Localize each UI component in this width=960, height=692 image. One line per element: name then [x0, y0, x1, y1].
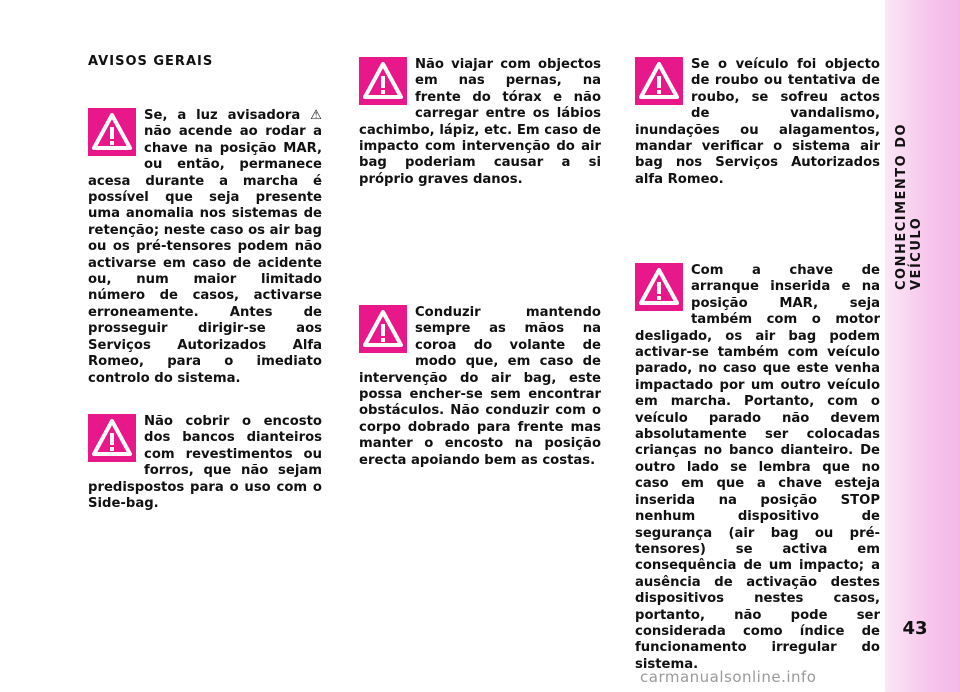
notice-text: Não viajar com objectos em nas pernas, na frente do tórax e não carregar entre os lábios cachimbo, lápiz, etc. Em caso de impacto com intervenção do air bag poderiam causar a si próprio graves danos. [359, 57, 601, 187]
notice-text: Conduzir mantendo sempre as mãos na coroa do volante de modo que, em caso de intervenção do air bag, este possa encher-se sem encontrar obstáculos. Não conduzir com o corpo dobrado para frente mas manter o encosto na posição erecta apoiando bem as costas. [359, 305, 601, 468]
watermark: carmanualsonline.info [640, 668, 817, 686]
warning-notice [359, 57, 601, 188]
warning-triangle-icon [635, 57, 683, 105]
section-title: CONHECIMENTO DO VEÍCULO [894, 122, 924, 290]
notice-text: Se o veículo foi objecto de roubo ou tentativa de roubo, se sofreu actos de vandalismo, inundações ou alagamentos, mandar verificar o sistema air bag nos Serviços Autorizados alfa Romeo. [635, 57, 880, 187]
warning-notice [88, 108, 322, 387]
page-number: 43 [902, 618, 928, 639]
notice-text: Não cobrir o encosto dos bancos dianteiros com revestimentos ou forros, que não sejam predispostos para o uso com o Side-bag. [88, 414, 322, 512]
warning-notice [359, 305, 601, 469]
warning-triangle-icon [359, 305, 407, 353]
notice-text: Se, a luz avisadora ⚠ não acende ao rodar a chave na posição MAR, ou então, permanece acesa durante a marcha é possível que seja presente uma anomalia nos sistemas de retenção; neste caso os air bag ou os pré-tensores podem não activarse em caso de acidente ou, num maior limitado número de casos, activarse erroneamente. Antes de prosseguir dirigir-se aos Serviços Autorizados Alfa Romeo, para o imediato controlo do sistema. [88, 108, 322, 386]
warning-notice [88, 414, 322, 512]
warning-triangle-icon [88, 108, 136, 156]
warning-notice [635, 57, 880, 188]
warning-triangle-icon [88, 414, 136, 462]
warning-notice [635, 263, 880, 673]
notice-text: Com a chave de arranque inserida e na posição MAR, seja também com o motor desligado, os air bag podem activar-se também com veículo parado, no caso que este venha impactado por um outro veículo em marcha. Portanto, com o veículo parado não devem absolutamente ser colocadas crianças no banco dianteiro. De outro lado se lembra que no caso em que a chave esteja inserida na posição STOP nenhum dispositivo de segurança (air bag ou pré-tensores) se activa em consequência de um impacto; a ausência de activação destes dispositivos nestes casos, portanto, não pode ser considerada como índice de funcionamento irregular do sistema. [635, 263, 880, 672]
warning-triangle-icon [359, 57, 407, 105]
warning-triangle-icon [635, 263, 683, 311]
page-heading: AVISOS GERAIS [88, 54, 214, 69]
